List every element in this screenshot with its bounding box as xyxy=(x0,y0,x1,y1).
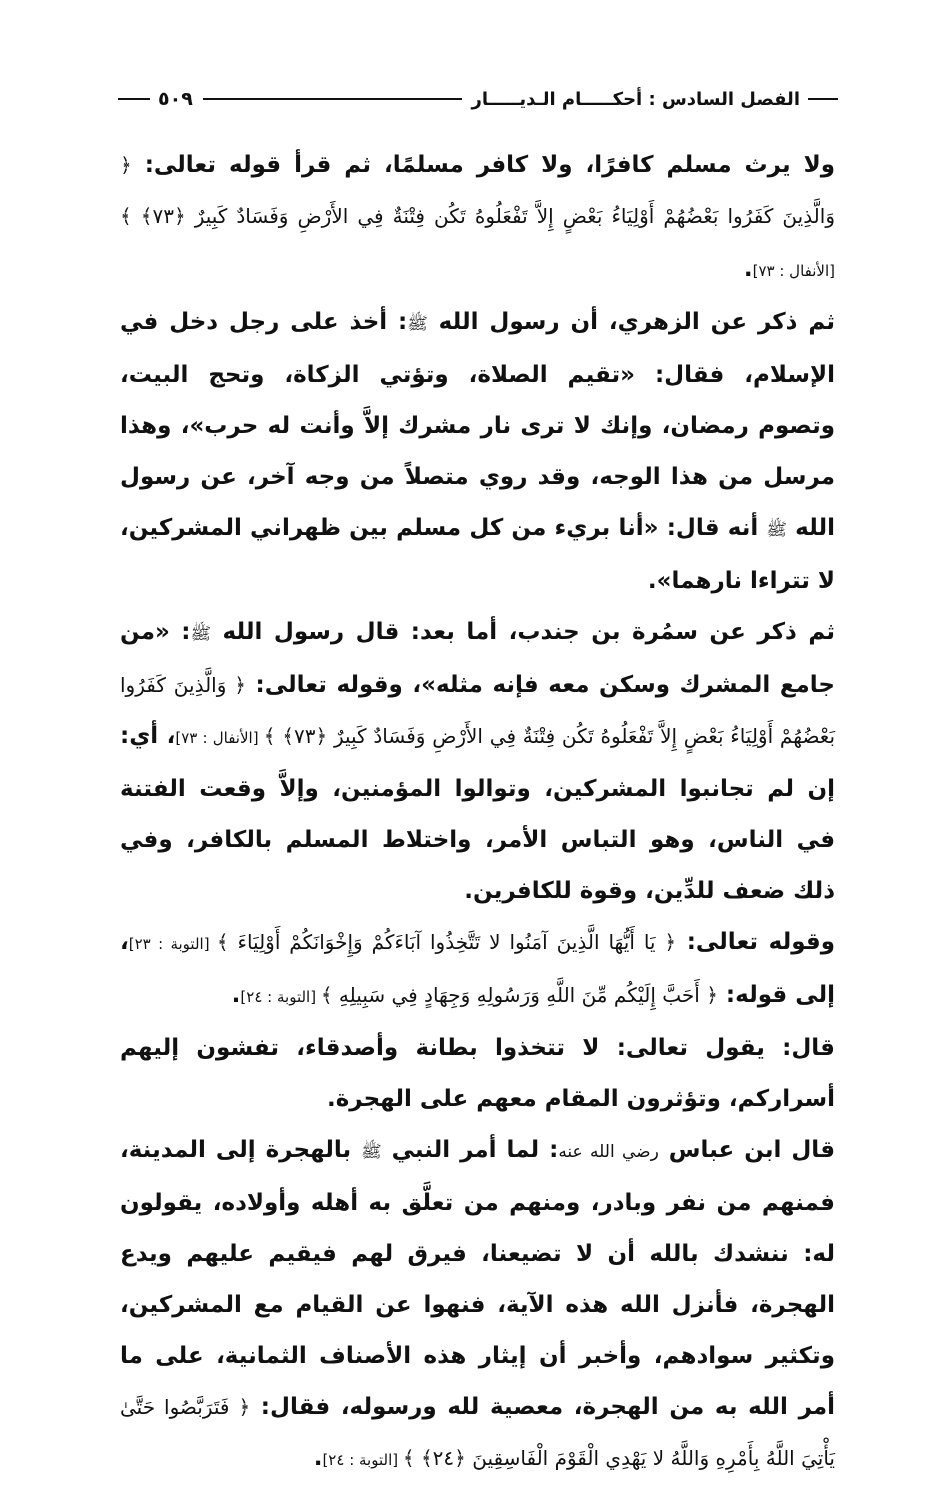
quran-verse: ﴿ أَحَبَّ إِلَيْكُم مِّنَ اللَّهِ وَرَسُولِهِ وَجِهَادٍ فِي سَبِيلِهِ ﴾ xyxy=(320,983,718,1007)
running-header xyxy=(118,84,838,114)
verse-reference: [التوبة : ٢٤] xyxy=(240,988,321,1006)
paragraph-1 xyxy=(120,140,835,297)
text-segment: بالهجرة إلى المدينة، فمنهم من نفر وبادر، ومنهم من تعلَّق به أهله وأولاده، يقولون له: ننشدك بالله أن لا تضيعنا، فيرق لهم فيقيم عليهم ويدع الهجرة، فأنزل الله هذه الآية، فنهوا عن القيام مع المشركين، وتكثير سوادهم، وأخبر أن إيثار هذه الأصناف الثمانية، على ما أمر الله به من الهجرة، معصية لله ورسوله، فقال: xyxy=(120,1137,835,1420)
page-number: ٥٠٩ xyxy=(158,88,193,110)
verse-reference: [التوبة : ٢٤] xyxy=(322,1451,403,1469)
salutation-symbol: ﷺ xyxy=(766,520,787,540)
verse-reference: [الأنفال : ٧٣] xyxy=(752,262,835,280)
paragraph-5 xyxy=(120,1023,835,1125)
paragraph-3 xyxy=(120,607,835,917)
text-segment: وقوله تعالى: xyxy=(676,929,835,955)
text-segment: : لما أمر النبي xyxy=(381,1137,559,1163)
text-segment: ولا يرث مسلم كافرًا، ولا كافر مسلمًا، ثم قرأ قوله تعالى: xyxy=(131,152,835,178)
paragraph-4 xyxy=(120,917,835,1023)
text-segment: : أخذ على رجل دخل في الإسلام، فقال: «تقيم الصلاة، وتؤتي الزكاة، وتحج البيت، وتصوم رمضان، وإنك لا ترى نار مشرك إلاَّ وأنت له حرب»، وهذا مرسل من هذا الوجه، وقد روي متصلاً من وجه آخر، عن رسول الله xyxy=(120,309,835,541)
paragraph-2 xyxy=(120,297,835,607)
text-segment: قال ابن عباس xyxy=(658,1137,836,1163)
quran-verse: ﴿ فَتَرَبَّصُوا حَتَّىٰ يَأْتِيَ اللَّهُ بِأَمْرِهِ وَاللَّهُ لا يَهْدِي الْقَوْمَ الْفَاسِقِينَ ﴿٢٤﴾ ﴾ xyxy=(120,1395,835,1470)
text-segment: قال: يقول تعالى: لا تتخذوا بطانة وأصدقاء، تفشون إليهم أسراركم، وتؤثرون المقام معهم على الهجرة. xyxy=(120,1035,835,1112)
text-segment: . xyxy=(313,1445,323,1471)
text-segment: . xyxy=(231,982,241,1008)
text-segment: ثم ذكر عن الزهري، أن رسول الله xyxy=(427,309,835,335)
salutation-symbol: ﷺ xyxy=(361,1142,382,1162)
quran-verse: ﴿ يَا أَيُّهَا الَّذِينَ آمَنُوا لا تَتَّخِذُوا آبَاءَكُمْ وَإِخْوَانَكُمْ أَوْلِيَاءَ ﴾ xyxy=(216,930,677,954)
header-dash-left xyxy=(118,98,150,100)
honorific-symbol: رضي الله عنه xyxy=(558,1142,659,1162)
header-rule xyxy=(203,98,462,100)
text-segment: . xyxy=(743,256,753,282)
text-segment: أنه قال: «أنا بريء من كل مسلم بين ظهراني المشركين، لا تتراءا نارهما». xyxy=(120,515,835,594)
quran-verse: ﴿ وَالَّذِينَ كَفَرُوا بَعْضُهُمْ أَوْلِيَاءُ بَعْضٍ إِلاَّ تَفْعَلُوهُ تَكُن فِتْنَةٌ فِي الأَرْضِ وَفَسَادٌ كَبِيرٌ ﴿٧٣﴾ ﴾ xyxy=(120,153,835,228)
text-segment: ثم ذكر عن سمُرة بن جندب، أما بعد: قال رسول الله xyxy=(211,619,835,645)
paragraph-6 xyxy=(120,1125,835,1486)
salutation-symbol: ﷺ xyxy=(407,314,428,334)
text-segment: ، أي: إن لم تجانبوا المشركين، وتوالوا المؤمنين، وإلاَّ وقعت الفتنة في الناس، وهو التباس الأمر، واختلاط المسلم بالكافر، وفي ذلك ضعف للدِّين، وقوة للكافرين. xyxy=(120,723,835,904)
text-segment: ، إلى قوله: xyxy=(120,929,835,1008)
verse-reference: [التوبة : ٢٣] xyxy=(128,935,217,953)
page-body xyxy=(120,140,835,1486)
salutation-symbol: ﷺ xyxy=(190,624,212,644)
verse-reference: [الأنفال : ٧٣] xyxy=(175,729,264,747)
text-segment: : «من جامع المشرك وسكن معه فإنه مثله»، وقوله تعالى: xyxy=(120,619,835,698)
header-dash-right xyxy=(808,98,838,100)
quran-verse: ﴿ وَالَّذِينَ كَفَرُوا بَعْضُهُمْ أَوْلِيَاءُ بَعْضٍ إِلاَّ تَفْعَلُوهُ تَكُن فِتْنَةٌ فِي الأَرْضِ وَفَسَادٌ كَبِيرٌ ﴿٧٣﴾ ﴾ xyxy=(120,673,836,748)
chapter-title: الفصل السادس : أحكـــــام الـديـــــار xyxy=(471,88,800,110)
